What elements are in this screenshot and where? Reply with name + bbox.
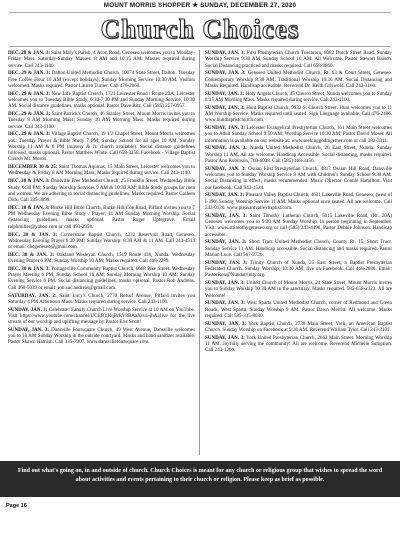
listing-entry (8, 232, 195, 251)
listing-text: Trinity Church of Nunda, 25 East Street, a Baptist Presbyterian Federated Church. Sunday Worship, 10:30 AM, live on Facebook. Call 468-2680. Email: PastorRon@Nundatrinity.org. (205, 259, 392, 279)
listing-date: DEC. 28 & JAN. 3: (8, 50, 50, 56)
listing-entry (205, 166, 392, 191)
listing-entry (8, 91, 195, 110)
footer-text: Find out what's going on, in and outside of church. Church Choices is meant for any church or religious group that wishes to spread the word about activities and events pertaining to their church or religion. Please keep as brief as possible. (17, 468, 383, 483)
listing-entry (205, 145, 392, 164)
listing-entry (205, 260, 392, 279)
listing-entry (205, 239, 392, 258)
listing-date: SUNDAY, JAN. 3: (205, 165, 246, 172)
listing-entry (8, 252, 195, 265)
listing-text: Hunt Baptist Church, 9932 S. Church Street. Hunt welcomes you to 11 AM Worship Service. Masks required until seated. Sign Language available. Call 476-2486. www.huntbaptistchurch.com. (205, 104, 392, 124)
listing-date: SUNDAY, JAN. 3: (205, 334, 245, 341)
listing-entry (8, 327, 195, 346)
column-divider (199, 50, 200, 455)
listing-text: Saint Thomas Aquinas, 15 Main Street, Leicester welcomes you to Wednesday & Friday 8 AM Morning Mass; Masks required during service. Call 243-1100. (8, 164, 195, 177)
listing-text: York Baptist Church, 2738 Main Street, York, an American Baptist Church. Sunday Worship on Facebook at 9:30 AM. Reverend William Tyler. Call 243-3101. (205, 320, 393, 333)
listing-text: Holy Angels Church, 45 Church Street, Nunda welcomes you to Sunday 8:15 AM Morning Mass. Masks required during service. Call 243-1100. (205, 90, 393, 103)
listing-date: SATURDAY, JAN. 2: (8, 292, 57, 299)
listing-entry (205, 300, 392, 319)
listing-text: Saint Lucy's Church, 2770 Retsof Avenue, Piffard invites you Saturday 4 PM Afternoon Mass. Masks required during service. Call 243-1100. (8, 292, 196, 305)
listing-date: DEC. 30 & JAN. 3: (8, 204, 50, 211)
listing-date: SUNDAY, JAN. 3: (205, 145, 248, 152)
listing-entry (205, 192, 392, 211)
listing-text: Portageville Community Baptist Church, 6668 Pike Street. Wednesday Prayer Meeting 6 PM; Sunday School 10 AM; Sunday Morning Worship 10 AM; Sunday Evening Service 6 PM. Social distancing guidelines, masks optional. Pastor Rob Andreas. Call 468-5039 or email: rob.suc.andreas@gmail.com. (8, 265, 195, 291)
listing-text: Saint Timothy Lutheran Church, 5015 Lakeville Road, (Rt. 20A) Geneseo welcomes you to 9:30 AM Sunday Worship. In person beginning in September. Visit: www.sttimothygeneseo.org or call (585) 243-4490, Pastor Debbie Johnson. Handicap accessible. (205, 212, 392, 238)
listing-date: SUNDAY, JAN. 3: (205, 259, 248, 266)
listing-date: DECEMBER 30 & 25: (8, 164, 58, 171)
listing-entry (8, 70, 195, 89)
listing-entry (8, 111, 195, 130)
right-column (205, 50, 392, 355)
footer-notice (0, 461, 400, 497)
listing-entry (205, 70, 392, 89)
newspaper-header: MOUNT MORRIS SHOPPER ★ SUNDAY, DECEMBER 27, 2020 (103, 2, 297, 9)
listing-date: DEC. 29 & JAN. 3: (8, 70, 51, 77)
listing-date: SUNDAY, JAN. 3: (205, 212, 247, 219)
listing-date: DEC. 30 & JAN. 3: (8, 251, 55, 258)
listing-date: SUNDAY, JAN. 3: (205, 300, 246, 307)
listing-text: York United Presbyterian Church, 2662 Main Street. Morning Worship 11 AM. Joyfully serving the community! All are welcome. Reverend Michelle Sumption. Call 243-1266. (205, 334, 392, 354)
listing-text: Dansville Foursquare Church, 49 West Avenue, Dansville welcomes you to 10 AM Sunday Worship in the outside courtyard. Masks and hand sanitizer available. Pastor Shawn Hamish. Call 335-7907. www.dansvillefoursquare.com. (8, 326, 196, 346)
listing-entry (8, 50, 195, 69)
listing-date: SUNDAY, JAN. 3: (8, 306, 48, 313)
listing-date: DEC. 29 & JAN. 3: (8, 111, 51, 118)
listing-text: Oakland Wesleyan Church, 1519 Route 436, Nunda. Wednesday Evening Prayer 6 PM; Sunday Worship 10 AM; Masks required. Call 468-2289. (8, 251, 195, 265)
listing-text: Village Baptist Church, 39 1/2 Chapel Street, Mount Morris welcomes you: Tuesday Prayer & Bible Study 7 PM; Sunday School for all ages 10 AM, Sunday Worship 11 AM & 6 PM (nursery & Jr. church available). Social distance guidelines followed, masks optional. Pastor Matthew White. Call 658-3258. Facebook - Village Baptist Church Mt. Morris. (8, 131, 196, 163)
listing-date: SUNDAY, JAN. 3: (8, 326, 49, 333)
listing-entry (205, 213, 392, 238)
listing-entry (8, 164, 195, 177)
listing-date: DEC. 29 & JAN. 3: (8, 131, 51, 138)
listing-date: SUNDAY, JAN. 3: (205, 90, 245, 97)
listing-entry (205, 335, 392, 354)
listing-date: SUNDAY, JAN. 3: (205, 125, 245, 132)
listing-text: Celebrate! Family Church Live Worship Service at 10 AM on YouTube. Visit https://www.youtube.com/channel/UCEBYRqBrEY8BAaXcu1-jbAi/live for the live stream of our worship and uplifting message by Pastor Eric Scott! (8, 306, 195, 326)
listing-date: DEC. 30 & JAN. 3: (8, 265, 50, 272)
listing-date: SUNDAY, JAN. 3: (205, 104, 245, 111)
listing-date: SUNDAY, JAN. 3: (205, 239, 247, 246)
listing-text: Nunda United Methodist Church, 26 East Street, Nunda. Sunday Worship 11 AM. All are welcome. Handicap Accessible. Social distancing, masks required. Pastor Ann Robinson, 769-6038. Call (585) 468-3456. (205, 145, 393, 164)
listing-date: DEC. 29 & JAN. 3: (8, 90, 51, 97)
listing-text: First Presbyterian Church Tuscarora, 8082 Dutch Street Road. Sunday Worship Service 9:30 AM, Sunday School 10 AM. All Welcome. Pastor Stewart Baisch. Social Distancing practiced and masks required. Call 658-9860. (205, 50, 393, 69)
listing-entry (8, 178, 195, 203)
listing-text: Burke Hill Bible Church, Burke Hill/Coe Road, Piffard invites you to 7 PM Wednesday Evening Bible Study / Prayer; 11 AM Sunday Morning Worship. Social distancing guidelines, masks optional. Pastor Roger Uptegrove. Email ralphmiller@yahoo.com or call 493-2958. (8, 204, 195, 230)
listing-text: Ossian First Presbyterian Church, 4817 Ossian Hill Road, Dansville welcomes you to Sunday Worship Service 9 AM with Children's Sunday School 9:30 AM. Social Distancing in effect, masks recommended. Music Director Connie Hamilton. Visit our facebook. Call 943-1524. (205, 165, 393, 191)
listing-entry (205, 105, 392, 124)
listing-text: Short Tract United Methodist Church, County Rt. 15, Short Tract. Sunday Service 11 AM. Handicap accessible. Social distancing and masks required. Pastor Marian Luce. Call 567-2726. (205, 239, 392, 258)
listing-text: Dansville Free Methodist Church, 25 Franklin Street. Wednesday Bible Study, 6:30 PM; Sunday Worship Services 9 AM & 10:30 AM; Bible Study groups for men and women. We are adhering to social distancing guidelines. Masks required. Pastor Colleen Dick. Call 335-3898. (8, 178, 196, 204)
listing-entry (205, 91, 392, 104)
listing-entry (205, 280, 392, 299)
listing-text: Saint Mary's Parish, 4 Avon Road, Geneseo welcomes you to Monday-Friday Mass. Saturday-Sunday Masses: 8 AM and 10:15 AM. Masses required during service. Call 243-1100. (8, 50, 196, 69)
church-choices-banner (9, 12, 391, 47)
listing-text: Saint Patrick's Church, 46 Stanley Street, Mount Morris invites you to Tuesday 8 AM Morning Mass; Sunday 10 AM Morning Mass. Masks required during service. Call 243-1100. (8, 111, 195, 130)
listing-entry (205, 321, 392, 334)
listing-entry (8, 131, 195, 162)
listing-entry (8, 205, 195, 230)
listing-text: Dalton United Methodist Church, 10074 State Street, Dalton. Tuesday Free Coffee Hour 10 AM (except holidays); Sunday Morning Service 10:30 AM. Visitors welcomed. Masks required. Pastor Lauren Turner. Call 476-2060. (8, 70, 195, 89)
listing-text: United Church of Mount Morris, 24 State Street, Mount Morris invites you to Sunday Worship 10:30 AM in the sanctuary. Masks required. 585-658-2122. All are Welcome! (205, 280, 392, 299)
listing-date: SUNDAY, JAN. 3: (205, 280, 245, 287)
listing-text: West Sparta United Methodist Church, corner of Redmond and Green Roads, West Sparta. Sunday Worship 9 AM. Pastor Dawn Merritt. All welcome. Masks required. Call 585-335-8030. (205, 300, 393, 319)
listing-date: SUNDAY, JAN. 3: (205, 192, 245, 199)
page-number: Page 16 (6, 503, 27, 509)
section-title: Church Choices (100, 14, 300, 44)
listing-text: Geneseo United Methodist Church, Rt. 63 & Court Street, Geneseo. Contemporary Worship 8:30 AM; Traditional Worship 10:30 AM. Social Distancing and Masks Required. Handicap accessible. Reverend Dr. Keith Griswold. Call 243-3160. (205, 70, 393, 89)
listing-entry (205, 50, 392, 69)
listing-date: DEC. 30 & JAN. 3: (8, 178, 50, 185)
listing-entry (8, 266, 195, 291)
left-column (8, 50, 195, 347)
listing-date: SUNDAY, JAN. 3: (205, 320, 247, 327)
listing-text: Leicester Evangelical Presbyterian Church, 161 Main Street welcomes you to Adult Sunday School 9:50 AM; Worship Service 10:30 AM; Pastor David Moser. All information is available on our website at: www.seekinggodtogether.com or call 382-3311. (205, 125, 392, 144)
listing-date: DEC. 30 & JAN. 3: (8, 231, 58, 238)
listing-entry (8, 307, 195, 326)
listing-text: Pleasant Valley Baptist Church, 4631 Lakeville Road, Geneseo, (west of I-390) Sunday Worship Service 11 AM. Masks optional once seated. All are welcome. Call 243-0130. www.pleasantvalleybaptist.com. (205, 192, 393, 211)
listing-date: SUNDAY, JAN. 3: (205, 50, 246, 56)
listing-entry (8, 293, 195, 306)
listing-text: Cornerstone Baptist Church, 4232 Reservoir Road, Geneseo. Wednesday Evening Prayer 6:30 PM; Sunday Worship: 8:30 AM & 11 AM. Call 243-4514 or email: cbcgeneseo@gmail.com. (8, 231, 195, 250)
listing-text: New Life Baptist Church, 1721 Leicester Road / Route 20A, Leicester welcomes you to Tuesday Bible Study, 6:30-7:30 PM and Sunday Morning Service, 10:30 AM. Social distance guidelines, masks optional. Pastor Dave Ritz. Call (585) 257-0957. (8, 90, 195, 110)
listing-entry (205, 125, 392, 144)
listing-date: SUNDAY, JAN. 3: (205, 70, 246, 77)
